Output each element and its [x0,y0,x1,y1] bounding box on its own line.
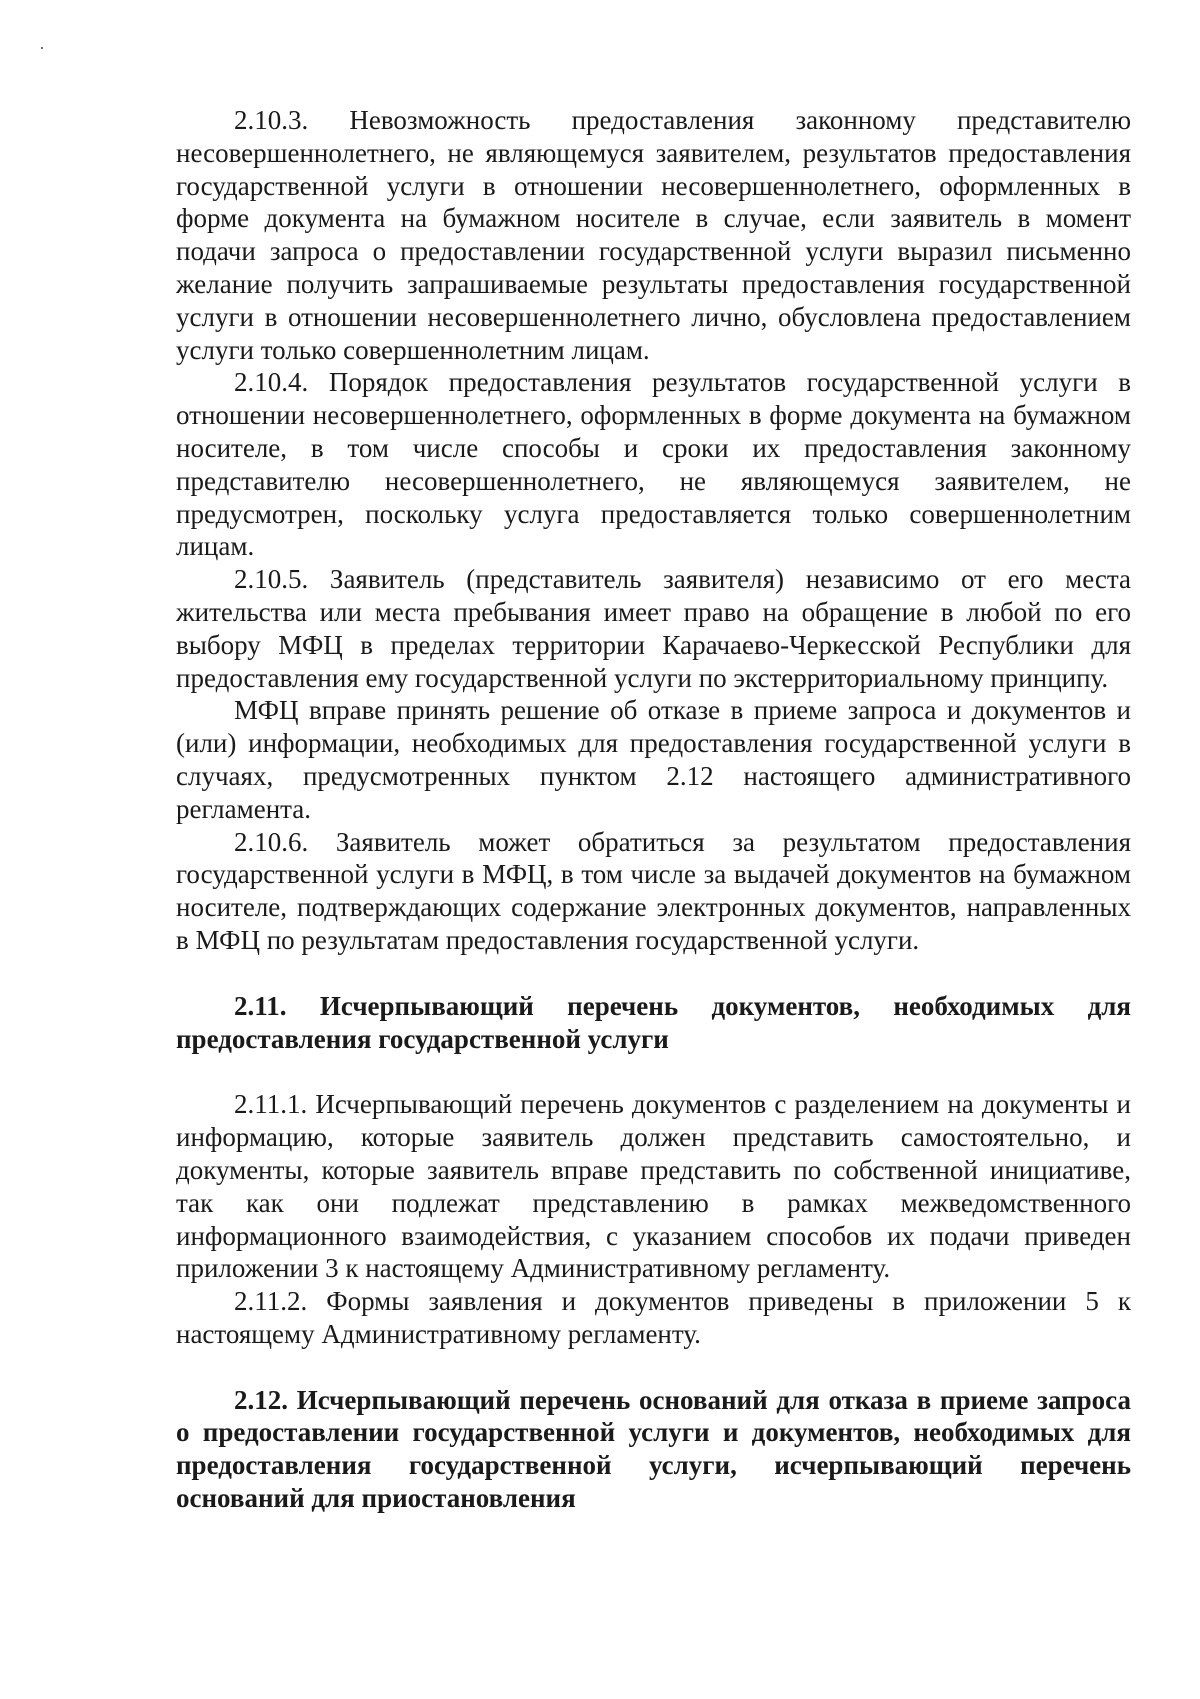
paragraph-2-11-1: 2.11.1. Исчерпывающий перечень документов с разделением на документы и информацию, которые заявитель должен представить самостоятельно, и документы, которые заявитель вправе представить по собственной инициативе, так как они подлежат представлению в рамках межведомственного информационного взаимодействия, с указанием способов их подачи приведен приложении 3 к настоящему Административному регламенту. [176,1089,1131,1284]
section-heading-2-12: 2.12. Исчерпывающий перечень оснований для отказа в приеме запроса о предоставлении государственной услуги и документов, необходимых для предоставления государственной услуги, исчерпывающий перечень оснований для приостановления [176,1384,1131,1514]
paragraph-2-10-5: 2.10.5. Заявитель (представитель заявителя) независимо от его места жительства или места пребывания имеет право на обращение в любой по его выбору МФЦ в пределах территории Карачаево-Черкесской Республики для предоставления ему государственной услуги по экстерриториальному принципу. [176,564,1131,693]
paragraph-2-10-6: 2.10.6. Заявитель может обратиться за результатом предоставления государственной услуги в МФЦ, в том числе за выдачей документов на бумажном носителе, подтверждающих содержание электронных документов, направленных в МФЦ по результатам предоставления государственной услуги. [176,826,1131,955]
paragraph-2-11-2: 2.11.2. Формы заявления и документов приведены в приложении 5 к настоящему Административному регламенту. [176,1286,1131,1349]
scan-speck [41,47,43,49]
paragraph-mfc-refusal: МФЦ вправе принять решение об отказе в приеме запроса и документов и (или) информации, необходимых для предоставления государственной услуги в случаях, предусмотренных пунктом 2.12 настоящего административного регламента. [176,695,1131,824]
section-heading-2-11: 2.11. Исчерпывающий перечень документов, необходимых для предоставления государственной услуги [176,990,1131,1054]
paragraph-2-10-4: 2.10.4. Порядок предоставления результатов государственной услуги в отношении несовершеннолетнего, оформленных в форме документа на бумажном носителе, в том числе способы и сроки их предоставления законному представителю несовершеннолетнего, не являющемуся заявителем, не предусмотрен, поскольку услуга предоставляется только совершеннолетним лицам. [176,367,1131,562]
document-page [176,104,1131,1515]
paragraph-2-10-3: 2.10.3. Невозможность предоставления законному представителю несовершеннолетнего, не являющемуся заявителем, результатов предоставления государственной услуги в отношении несовершеннолетнего, оформленных в форме документа на бумажном носителе в случае, если заявитель в момент подачи запроса о предоставлении государственной услуги выразил письменно желание получить запрашиваемые результаты предоставления государственной услуги в отношении несовершеннолетнего лично, обусловлена предоставлением услуги только совершеннолетним лицам. [176,105,1131,365]
